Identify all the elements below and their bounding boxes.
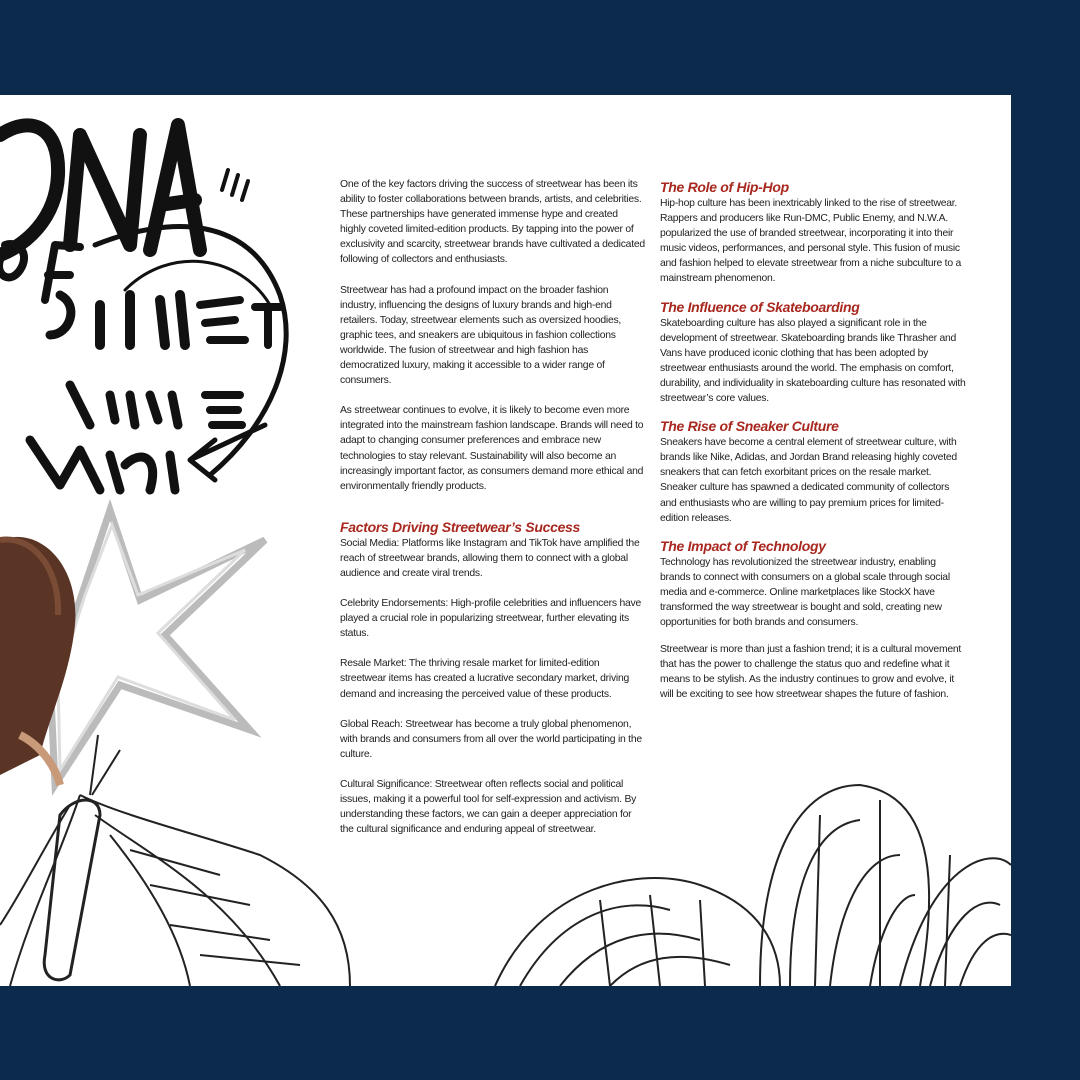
factor-paragraph: Social Media: Platforms like Instagram and TikTok have amplified the reach of streetwear brands, allowing them to connect with a global audience and create viral trends. [340, 537, 640, 579]
magazine-page [0, 95, 1011, 986]
section-sneaker-culture [660, 418, 968, 526]
body-paragraph: As streetwear continues to evolve, it is likely to become even more integrated into the mainstream fashion landscape. Brands will need to adapt to changing consumer preferences and embrace new technologies to stay relevant. Sustainability will also become an increasingly important factor, as consumers demand more ethical and environmentally friendly products. [340, 405, 644, 492]
sketch-star-art [50, 510, 265, 785]
article-column-left [340, 177, 646, 852]
section-heading: The Influence of Skateboarding [660, 298, 860, 315]
article-column-right [660, 179, 968, 718]
factor-paragraph: Resale Market: The thriving resale market for limited-edition streetwear items has created a lucrative secondary market, driving demand and increasing the perceived value of these products. [340, 658, 629, 700]
factor-paragraph: Celebrity Endorsements: High-profile celebrities and influencers have played a crucial role in popularizing streetwear, further elevating its status. [340, 598, 641, 640]
figure-photo-fragment [0, 537, 75, 785]
section-technology [660, 538, 968, 630]
closing-paragraph: Streetwear is more than just a fashion trend; it is a cultural movement that has the power to challenge the status quo and redefine what it means to be stylish. As the industry continues to grow and evolve, it will be exciting to see how streetwear shapes the future of fashion. [660, 644, 962, 701]
section-body: Technology has revolutionized the streetwear industry, enabling brands to connect with consumers on a global scale through social media and e-commerce. Online marketplaces like StockX have transformed the way streetwear is bought and sold, creating new opportunities for both brands and consumers. [660, 556, 950, 629]
section-heading: The Role of Hip-Hop [660, 179, 789, 195]
factor-paragraph: Global Reach: Streetwear has become a truly global phenomenon, with brands and consumers from all over the world participating in the culture. [340, 718, 642, 760]
section-heading: The Rise of Sneaker Culture [660, 418, 839, 435]
factor-paragraph: Cultural Significance: Streetwear often reflects social and political issues, making it a powerful tool for self-expression and activism. By understanding these factors, we can gain a deeper appreciation for the cultural significance and enduring appeal of streetwear. [340, 778, 637, 836]
factors-heading: Factors Driving Streetwear’s Success [340, 518, 581, 535]
section-body: Sneakers have become a central element of streetwear culture, with brands like Nike, Adidas, and Jordan Brand releasing highly coveted sneakers that can fetch exorbitant prices on the resale market. Sneaker culture has spawned a dedicated community of collectors and enthusiasts who are willing to pay premium prices for limited-edition releases. [660, 437, 957, 524]
body-paragraph: One of the key factors driving the success of streetwear has been its ability to foster collaborations between brands, artists, and celebrities. These partnerships have generated immense hype and created highly coveted limited-edition products. By tapping into the power of exclusivity and scarcity, streetwear brands have cultivated a dedicated following of collectors and enthusiasts. [340, 179, 645, 266]
section-heading: The Impact of Technology [660, 537, 826, 554]
section-body: Hip-hop culture has been inextricably linked to the rise of streetwear. Rappers and producers like Run-DMC, Public Enemy, and N.W.A. popularized the use of branded streetwear, incorporating it into their music videos, performances, and personal style. This fusion of music and fashion helped to elevate streetwear from a niche subculture to a mainstream phenomenon. [660, 198, 962, 285]
section-hip-hop [660, 179, 968, 287]
graffiti-title-art [0, 125, 286, 490]
body-paragraph: Streetwear has had a profound impact on the broader fashion industry, influencing the designs of luxury brands and high-end retailers. Today, streetwear elements such as oversized hoodies, graphic tees, and sneakers are ubiquitous in fashion collections worldwide. The fusion of streetwear and high fashion has democratized luxury, making it accessible to a wider range of consumers. [340, 284, 622, 387]
section-skateboarding [660, 299, 968, 407]
section-body: Skateboarding culture has also played a significant role in the development of streetwear. Skateboarding brands like Thrasher and Vans have produced iconic clothing that has been adopted by streetwear enthusiasts around the world. The emphasis on comfort, durability, and individuality in skateboarding culture has resonated with streetwear’s core values. [660, 317, 966, 405]
